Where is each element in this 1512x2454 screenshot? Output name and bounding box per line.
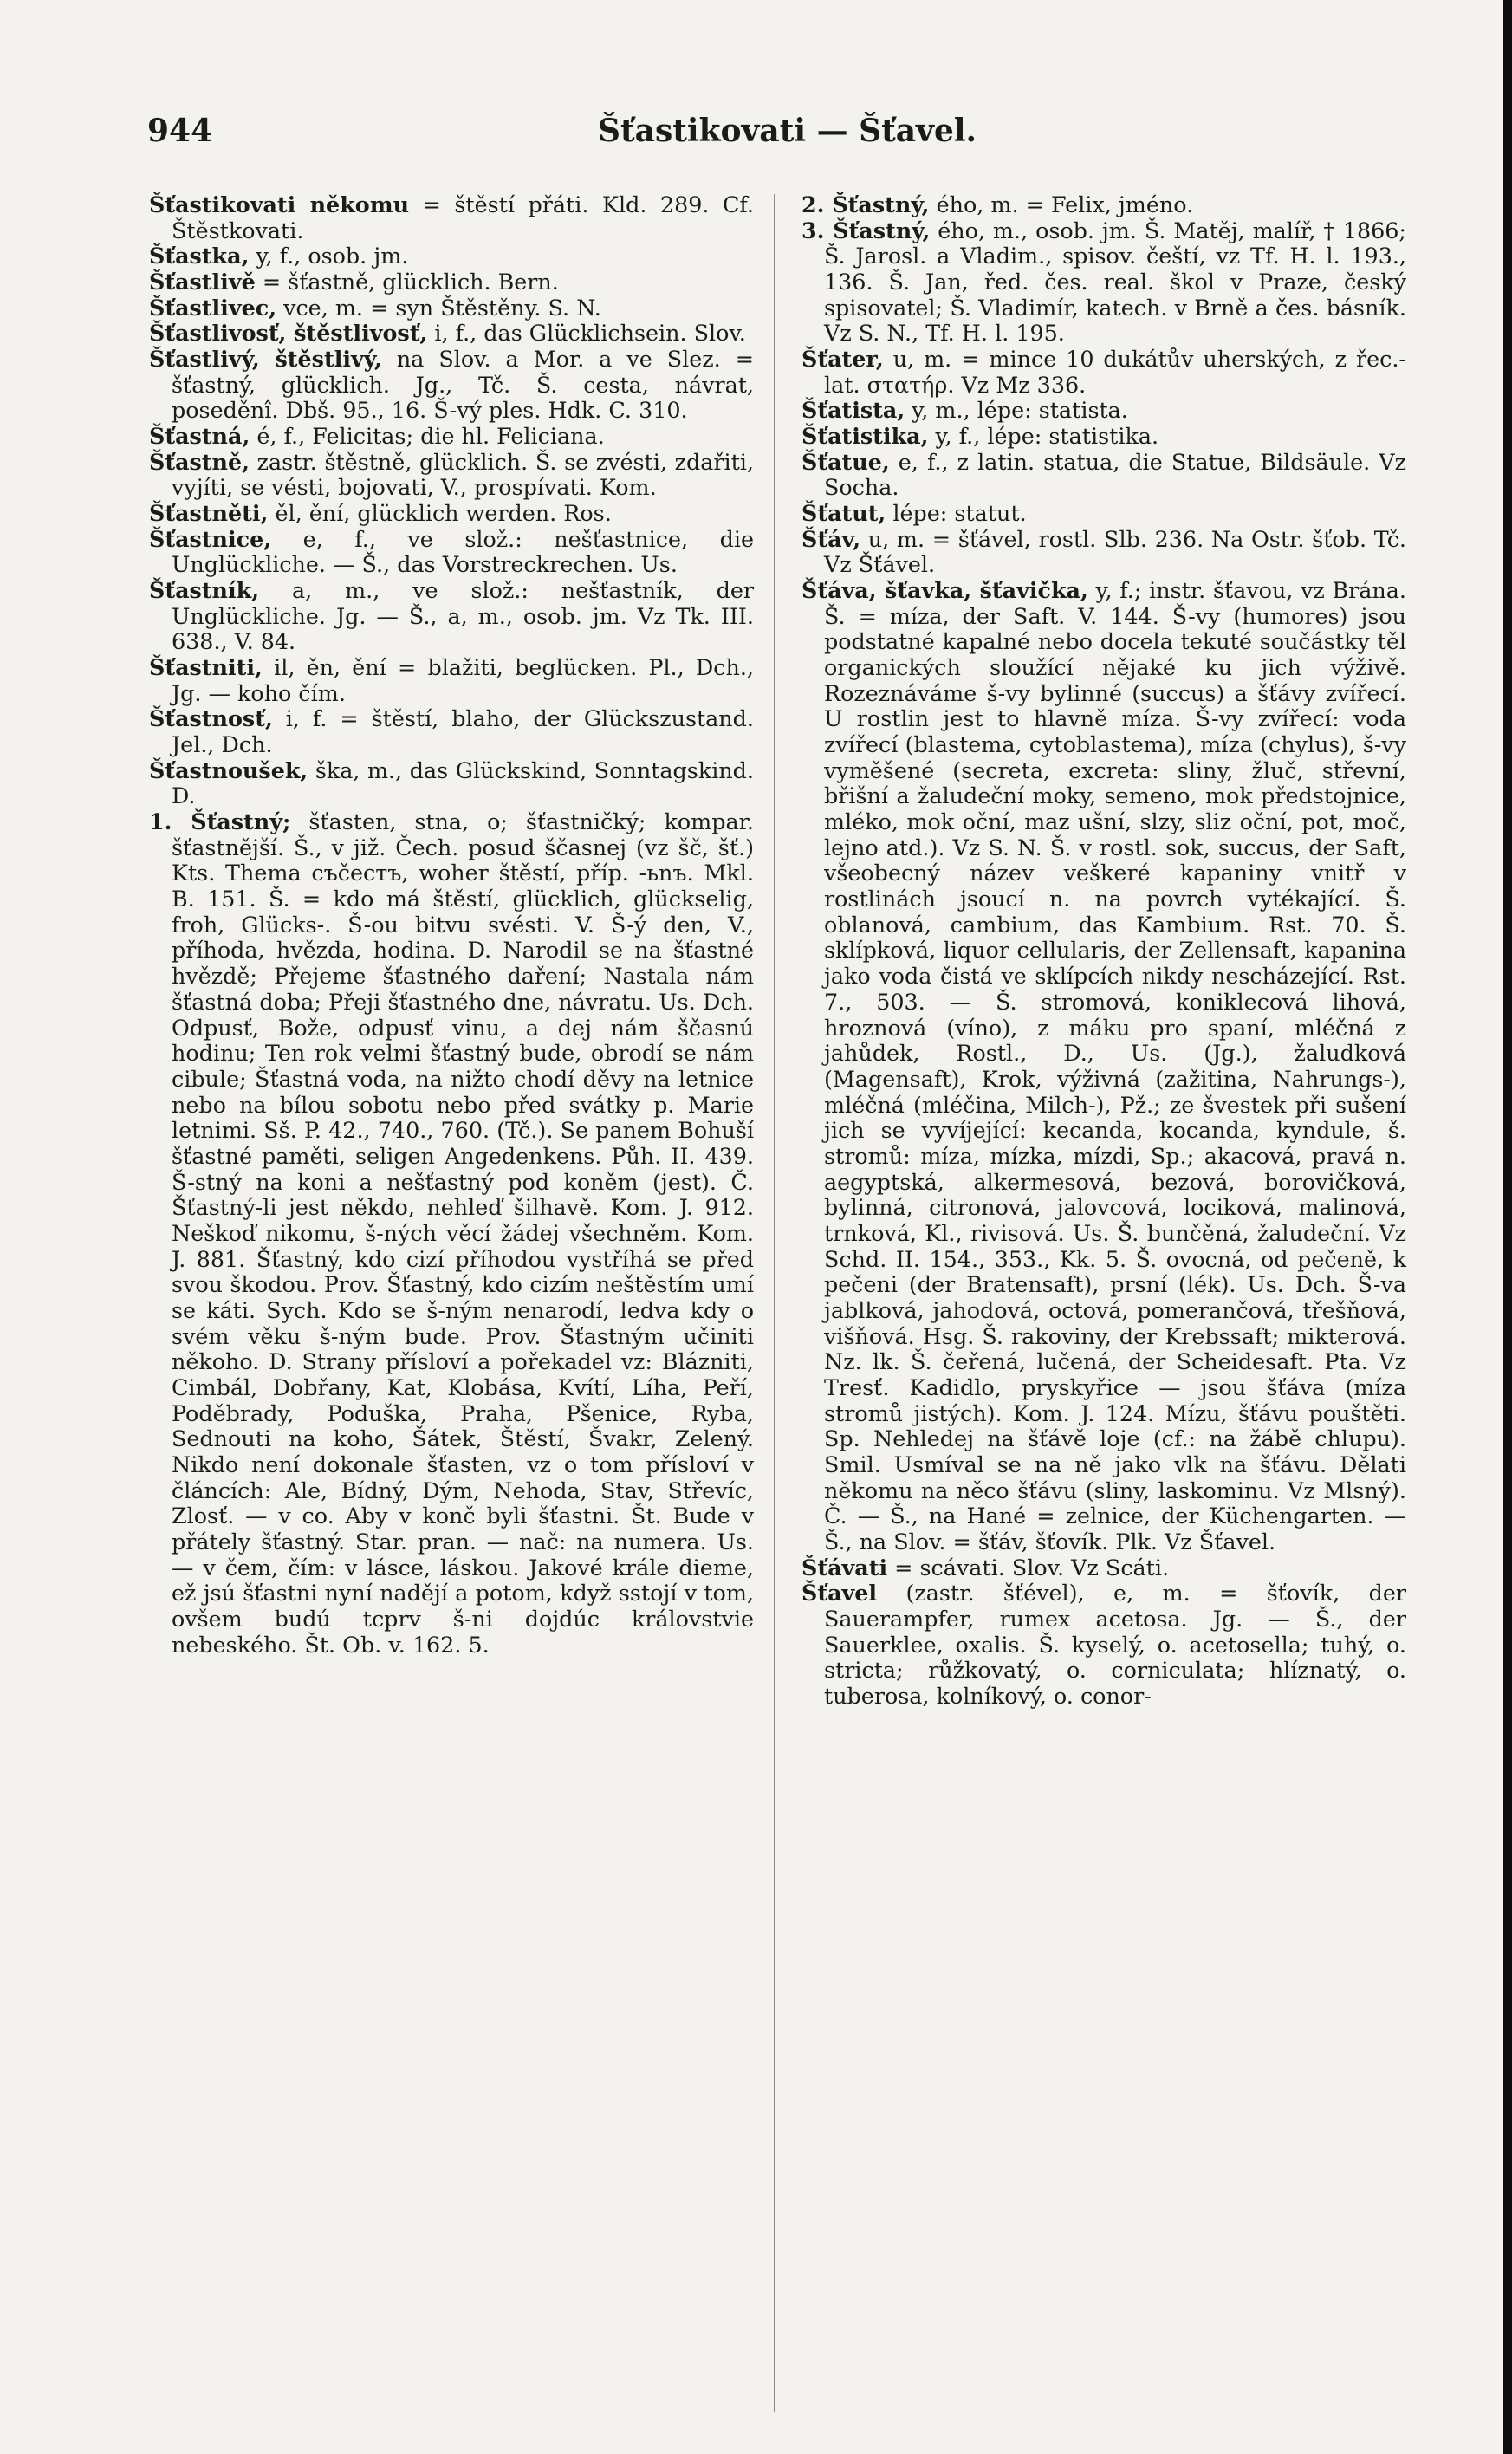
- dictionary-entry: [801, 192, 1406, 218]
- dictionary-entry: [149, 527, 754, 578]
- dictionary-entry: [149, 450, 754, 501]
- column-divider: [774, 194, 775, 2412]
- entry-headword: Šťatista,: [801, 397, 905, 424]
- entry-definition: i, f., das Glücklichsein. Slov.: [427, 320, 746, 347]
- entry-headword: Šťastlivosť, štěstlivosť,: [149, 320, 428, 347]
- entry-definition: na Slov. a Mor. a ve Slez. = šťastný, glücklich. Jg., Tč. Š. cesta, návrat, poseděnî. Dbš. 95., 16. Š-vý ples. Hdk. C. 310.: [172, 346, 755, 424]
- entry-definition: il, ěn, ění = blažiti, beglücken. Pl., Dch., Jg. — koho čím.: [172, 654, 754, 706]
- page-edge: [1503, 0, 1512, 2454]
- dictionary-entry: [149, 809, 754, 1658]
- dictionary-entry: [801, 424, 1406, 450]
- entry-headword: Šťavel: [801, 1580, 878, 1607]
- entry-headword: Šťastlivý, štěstlivý,: [149, 346, 382, 373]
- dictionary-entry: [149, 321, 754, 347]
- entry-headword: Šťatistika,: [801, 423, 929, 450]
- entry-headword: Šťáv,: [801, 525, 861, 552]
- entry-definition: (zastr. šťével), e, m. = šťovík, der Sauerampfer, rumex acetosa. Jg. — Š., der Sauerklee, oxalis. Š. kyselý, o. acetosella; tuhý, o. stricta; růžkovatý, o. corniculata; hlíznatý, o. tuberosa, kolníkový, o. conor-: [824, 1580, 1406, 1709]
- entry-headword: 1. Šťastný;: [149, 808, 291, 835]
- entry-definition: i, f. = štěstí, blaho, der Glückszustand. Jel., Dch.: [172, 705, 754, 758]
- entry-headword: Šťastikovati někomu: [149, 192, 410, 217]
- entry-definition: ška, m., das Glückskind, Sonntagskind. D.: [172, 756, 754, 809]
- entry-definition: e, f., z latin. statua, die Statue, Bildsäule. Vz Socha.: [824, 448, 1406, 501]
- entry-definition: ěl, ění, glücklich werden. Ros.: [268, 500, 612, 527]
- dictionary-entry: [149, 269, 754, 295]
- entry-headword: 3. Šťastný,: [801, 217, 931, 243]
- dictionary-entry: [149, 706, 754, 757]
- entry-definition: y, m., lépe: statista.: [905, 397, 1128, 424]
- entry-definition: = šťastně, glücklich. Bern.: [255, 269, 559, 295]
- entry-headword: Šťater,: [801, 346, 884, 373]
- entry-definition: e, f., ve slož.: nešťastnice, die Unglückliche. — Š., das Vorstreckrechen. Us.: [172, 525, 754, 578]
- entry-headword: Šťatue,: [801, 448, 890, 475]
- entry-definition: vce, m. = syn Štěstěny. S. N.: [276, 294, 601, 321]
- entry-headword: 2. Šťastný,: [801, 192, 930, 217]
- entry-definition: u, m. = mince 10 dukátův uherských, z řec.-lat. στατήρ. Vz Mz 336.: [824, 346, 1406, 398]
- dictionary-entry: [801, 398, 1406, 424]
- dictionary-entry: [149, 424, 754, 450]
- dictionary-entry: [149, 655, 754, 706]
- dictionary-entry: [801, 527, 1406, 578]
- dictionary-entry: [801, 1555, 1406, 1581]
- entry-definition: y, f.; instr. šťavou, vz Brána. Š. = míza, der Saft. V. 144. Š-vy (humores) jsou podstatné kapalné nebo docela tekuté součástky těl organických sloužící nějaké ku jich výživě. Rozeznáváme š-vy bylinné (succus) a šťávy zvířecí. U rostlin jest to hlavně míza. Š-vy zvířecí: voda zvířecí (blastema, cytoblastema), míza (chylus), š-vy vyměšené (secreta, excreta: sliny, žluč, střevní, břišní a žaludeční moky, semeno, mok předstojnice, mléko, mok oční, maz ušní, slzy, sliz oční, pot, moč, lejno atd.). Vz S. N. Š. v rostl. sok, succus, der Saft, všeobecný název veškeré kapaniny vnitř v rostlinách jsoucí n. na povrch vytékající. Š. oblanová, cambium, das Kambium. Rst. 70. Š. sklípková, liquor cellularis, der Zellensaft, kapanina jako voda čistá ve sklípcích nikdy nescházející. Rst. 7., 503. — Š. stromová, koniklecová lihová, hroznová (víno), z máku pro spaní, mléčná z jahůdek, Rostl., D., Us. (Jg.), žaludková (Magensaft), Krok, výživná (zažitina, Nahrungs-), mléčná (mléčina, Milch-), Pž.; ze švestek při sušení jich se vyvíjející: kecanda, kocanda, kyndule, š. stromů: míza, mízka, mízdi, Sp.; akacová, pravá n. aegyptská, alkermesová, bezová, borovičková, bylinná, citronová, jalovcová, lociková, malinová, trnková, Kl., rivisová. Us. Š. bunčěná, žaludeční. Vz Schd. II. 154., 353., Kk. 5. Š. ovocná, od pečeně, k pečeni (der Bratensaft), prsní (lék). Us. Dch. Š-va jablková, jahodová, octová, pomerančová, třešňová, višňová. Hsg. Š. rakoviny, der Krebssaft; mikterová. Nz. lk. Š. čeřená, lučená, der Scheidesaft. Pta. Vz Tresť. Kadidlo, pryskyřice — jsou šťáva (míza stromů jistých). Kom. J. 124. Mízu, šťávu pouštěti. Sp. Nehledej na šťávě loje (cf.: na žábě chlupu). Smil. Usmíval se na ně jako vlk na šťávu. Dělati někomu na něco šťávu (sliny, laskominu. Vz Mlsný). Č. — Š., na Hané = zelnice, der Küchengarten. — Š., na Slov. = šťáv, šťovík. Plk. Vz Šťavel.: [824, 577, 1406, 1555]
- dictionary-entry: [801, 450, 1406, 501]
- entry-headword: Šťastniti,: [149, 654, 263, 681]
- entry-definition: é, f., Felicitas; die hl. Feliciana.: [250, 423, 605, 450]
- entry-definition: zastr. štěstně, glücklich. Š. se zvésti, zdařiti, vyjíti, se vésti, bojovati, V., prospívati. Kom.: [172, 448, 754, 501]
- entry-headword: Šťastlivě: [149, 269, 256, 295]
- dictionary-entry: [801, 218, 1406, 347]
- page-header: [147, 113, 1386, 156]
- entry-definition: šťasten, stna, o; šťastničký; kompar. šťastnější. Š., v již. Čech. posud ščasnej (vz šč, šť.) Kts. Thema съčестъ, woher štěstí, příp. -ьnъ. Mkl. B. 151. Š. = kdo má štěstí, glücklich, glückselig, froh, Glücks-. Š-ou bitvu svésti. V. Š-ý den, V., příhoda, hvězda, hodina. D. Narodil se na šťastné hvězdě; Přejeme šťastného daření; Nastala nám šťastná doba; Přeji šťastného dne, návratu. Us. Dch. Odpusť, Bože, odpusť vinu, a dej nám ščasnú hodinu; Ten rok velmi šťastný bude, obrodí se nám cibule; Šťastná voda, na nižto chodí děvy na letnice nebo na bílou sobotu nebo před svátky p. Marie letnimi. Sš. P. 42., 740., 760. (Tč.). Se panem Bohuší šťastné paměti, seligen Angedenkens. Půh. II. 439. Š-stný na koni a nešťastný pod koněm (jest). Č. Šťastný-li jest někdo, nehleď šilhavě. Kom. J. 912. Neškoď nikomu, š-ných věcí žádej všechněm. Kom. J. 881. Šťastný, kdo cizí příhodou vystříhá se před svou škodou. Prov. Šťastný, kdo cizím neštěstím umí se káti. Sych. Kdo se š-ným nenarodí, ledva kdy o svém věku š-ným bude. Prov. Šťastným učiniti někoho. D. Strany přísloví a pořekadel vz: Blázniti, Cimbál, Dobřany, Kat, Klobása, Kvítí, Líha, Peří, Poděbrady, Poduška, Praha, Pšenice, Ryba, Sednouti na koho, Šátek, Štěstí, Švakr, Zelený. Nikdo není dokonale šťasten, vz o tom přísloví v článcích: Ale, Bídný, Dým, Nehoda, Stav, Střevíc, Zlosť. — v co. Aby v konč byli šťastni. Št. Bude v přátely šťastný. Star. pran. — nač: na numera. Us. — v čem, čím: v lásce, láskou. Jakové krále dieme, ež jsú šťastni nyní nadějí a potom, když sstojí v tom, ovšem budú tcprv š-ni dojdúc královstvie nebeského. Št. Ob. v. 162. 5.: [172, 808, 754, 1658]
- dictionary-entry: [149, 578, 754, 655]
- dictionary-entry: [149, 501, 754, 527]
- entry-definition: y, f., osob. jm.: [249, 243, 409, 269]
- entry-headword: Šťastněti,: [149, 500, 269, 527]
- entry-definition: ého, m. = Felix, jméno.: [929, 192, 1194, 217]
- dictionary-entry: [149, 192, 754, 243]
- entry-headword: Šťávati: [801, 1554, 888, 1581]
- entry-headword: Šťastnice,: [149, 525, 272, 552]
- dictionary-entry: [149, 758, 754, 809]
- entry-definition: u, m. = šťável, rostl. Slb. 236. Na Ostr. šťob. Tč. Vz Šťável.: [824, 525, 1406, 578]
- entry-definition: a, m., ve slož.: nešťastník, der Unglückliche. Jg. — Š., a, m., osob. jm. Vz Tk. III. 638., V. 84.: [172, 577, 754, 655]
- entry-headword: Šťastka,: [149, 243, 250, 269]
- dictionary-entry: [801, 501, 1406, 527]
- entry-headword: Šťastnoušek,: [149, 756, 308, 783]
- dictionary-entry: [149, 295, 754, 321]
- dictionary-entry: [149, 347, 754, 424]
- entry-headword: Šťatut,: [801, 500, 886, 527]
- dictionary-entry: [149, 243, 754, 269]
- entry-definition: = štěstí přáti. Kld. 289. Cf. Štěstkovati.: [172, 192, 754, 243]
- right-column: [801, 192, 1406, 1710]
- entry-definition: lépe: statut.: [886, 500, 1027, 527]
- entry-headword: Šťastně,: [149, 448, 250, 475]
- running-title: Šťastikovati — Šťavel.: [598, 113, 977, 149]
- entry-definition: = scávati. Slov. Vz Scáti.: [887, 1554, 1170, 1581]
- entry-definition: ého, m., osob. jm. Š. Matěj, malíř, † 1866; Š. Jarosl. a Vladim., spisov. čeští, vz Tf. H. l. 193., 136. Š. Jan, řed. čes. real. škol v Praze, český spisovatel; Š. Vladimír, katech. v Brně a čes. básník. Vz S. N., Tf. H. l. 195.: [824, 217, 1406, 347]
- dictionary-entry: [801, 347, 1406, 398]
- entry-headword: Šťastlivec,: [149, 294, 277, 321]
- entry-headword: Šťastník,: [149, 577, 260, 604]
- left-column: [149, 192, 754, 1658]
- dictionary-entry: [801, 578, 1406, 1555]
- entry-headword: Šťastná,: [149, 423, 250, 450]
- entry-headword: Šťáva, šťavka, šťavička,: [801, 577, 1088, 604]
- entry-headword: Šťastnosť,: [149, 705, 273, 732]
- entry-definition: y, f., lépe: statistika.: [928, 423, 1159, 450]
- dictionary-entry: [801, 1581, 1406, 1709]
- page-number: 944: [147, 113, 213, 149]
